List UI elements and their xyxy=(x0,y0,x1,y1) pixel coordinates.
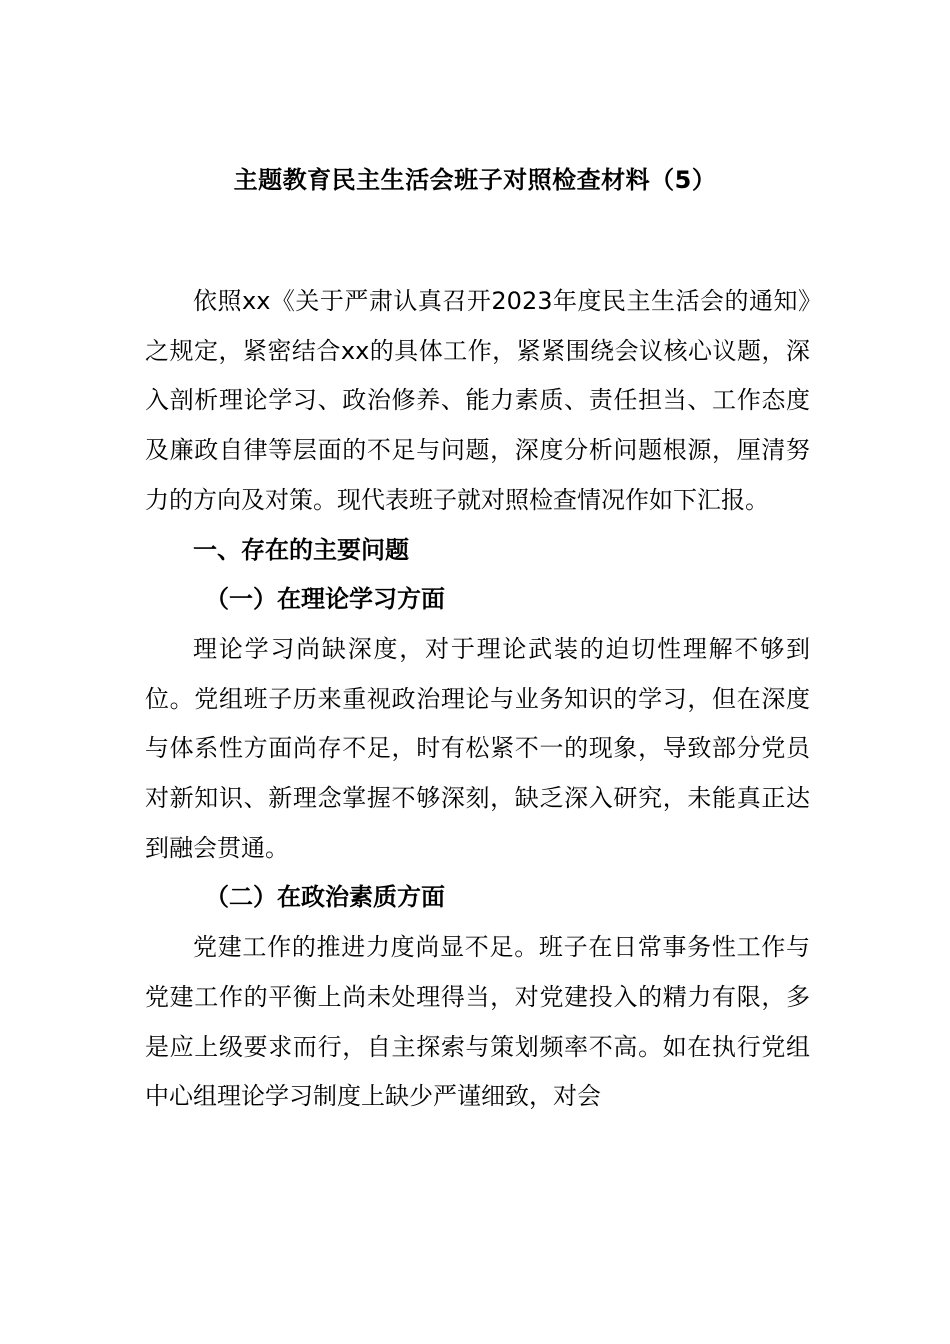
subsection-heading-theory-study: （一）在理论学习方面 xyxy=(205,585,445,614)
theory-study-paragraph: 理论学习尚缺深度，对于理论武装的迫切性理解不够到位。党组班子历来重视政治理论与业务知识的学习，但在深度与体系性方面尚存不足，时有松紧不一的现象，导致部分党员对新知识、新理念掌握不够深刻，缺乏深入研究，未能真正达到融会贯通。 xyxy=(145,634,810,862)
political-quality-paragraph: 党建工作的推进力度尚显不足。班子在日常事务性工作与党建工作的平衡上尚未处理得当，对党建投入的精力有限，多是应上级要求而行，自主探索与策划频率不高。如在执行党组中心组理论学习制度上缺少严谨细致，对会 xyxy=(145,933,810,1111)
subsection-heading-political-quality: （二）在政治素质方面 xyxy=(205,883,445,912)
document-body xyxy=(145,277,810,1122)
document-title: 主题教育民主生活会班子对照检查材料（5） xyxy=(233,166,717,194)
intro-paragraph: 依照xx《关于严肃认真召开2023年度民主生活会的通知》之规定，紧密结合xx的具体工作，紧紧围绕会议核心议题，深入剖析理论学习、政治修养、能力素质、责任担当、工作态度及廉政自律等层面的不足与问题，深度分析问题根源，厘清努力的方向及对策。现代表班子就对照检查情况作如下汇报。 xyxy=(145,287,810,514)
section-heading-problems: 一、存在的主要问题 xyxy=(193,535,409,564)
